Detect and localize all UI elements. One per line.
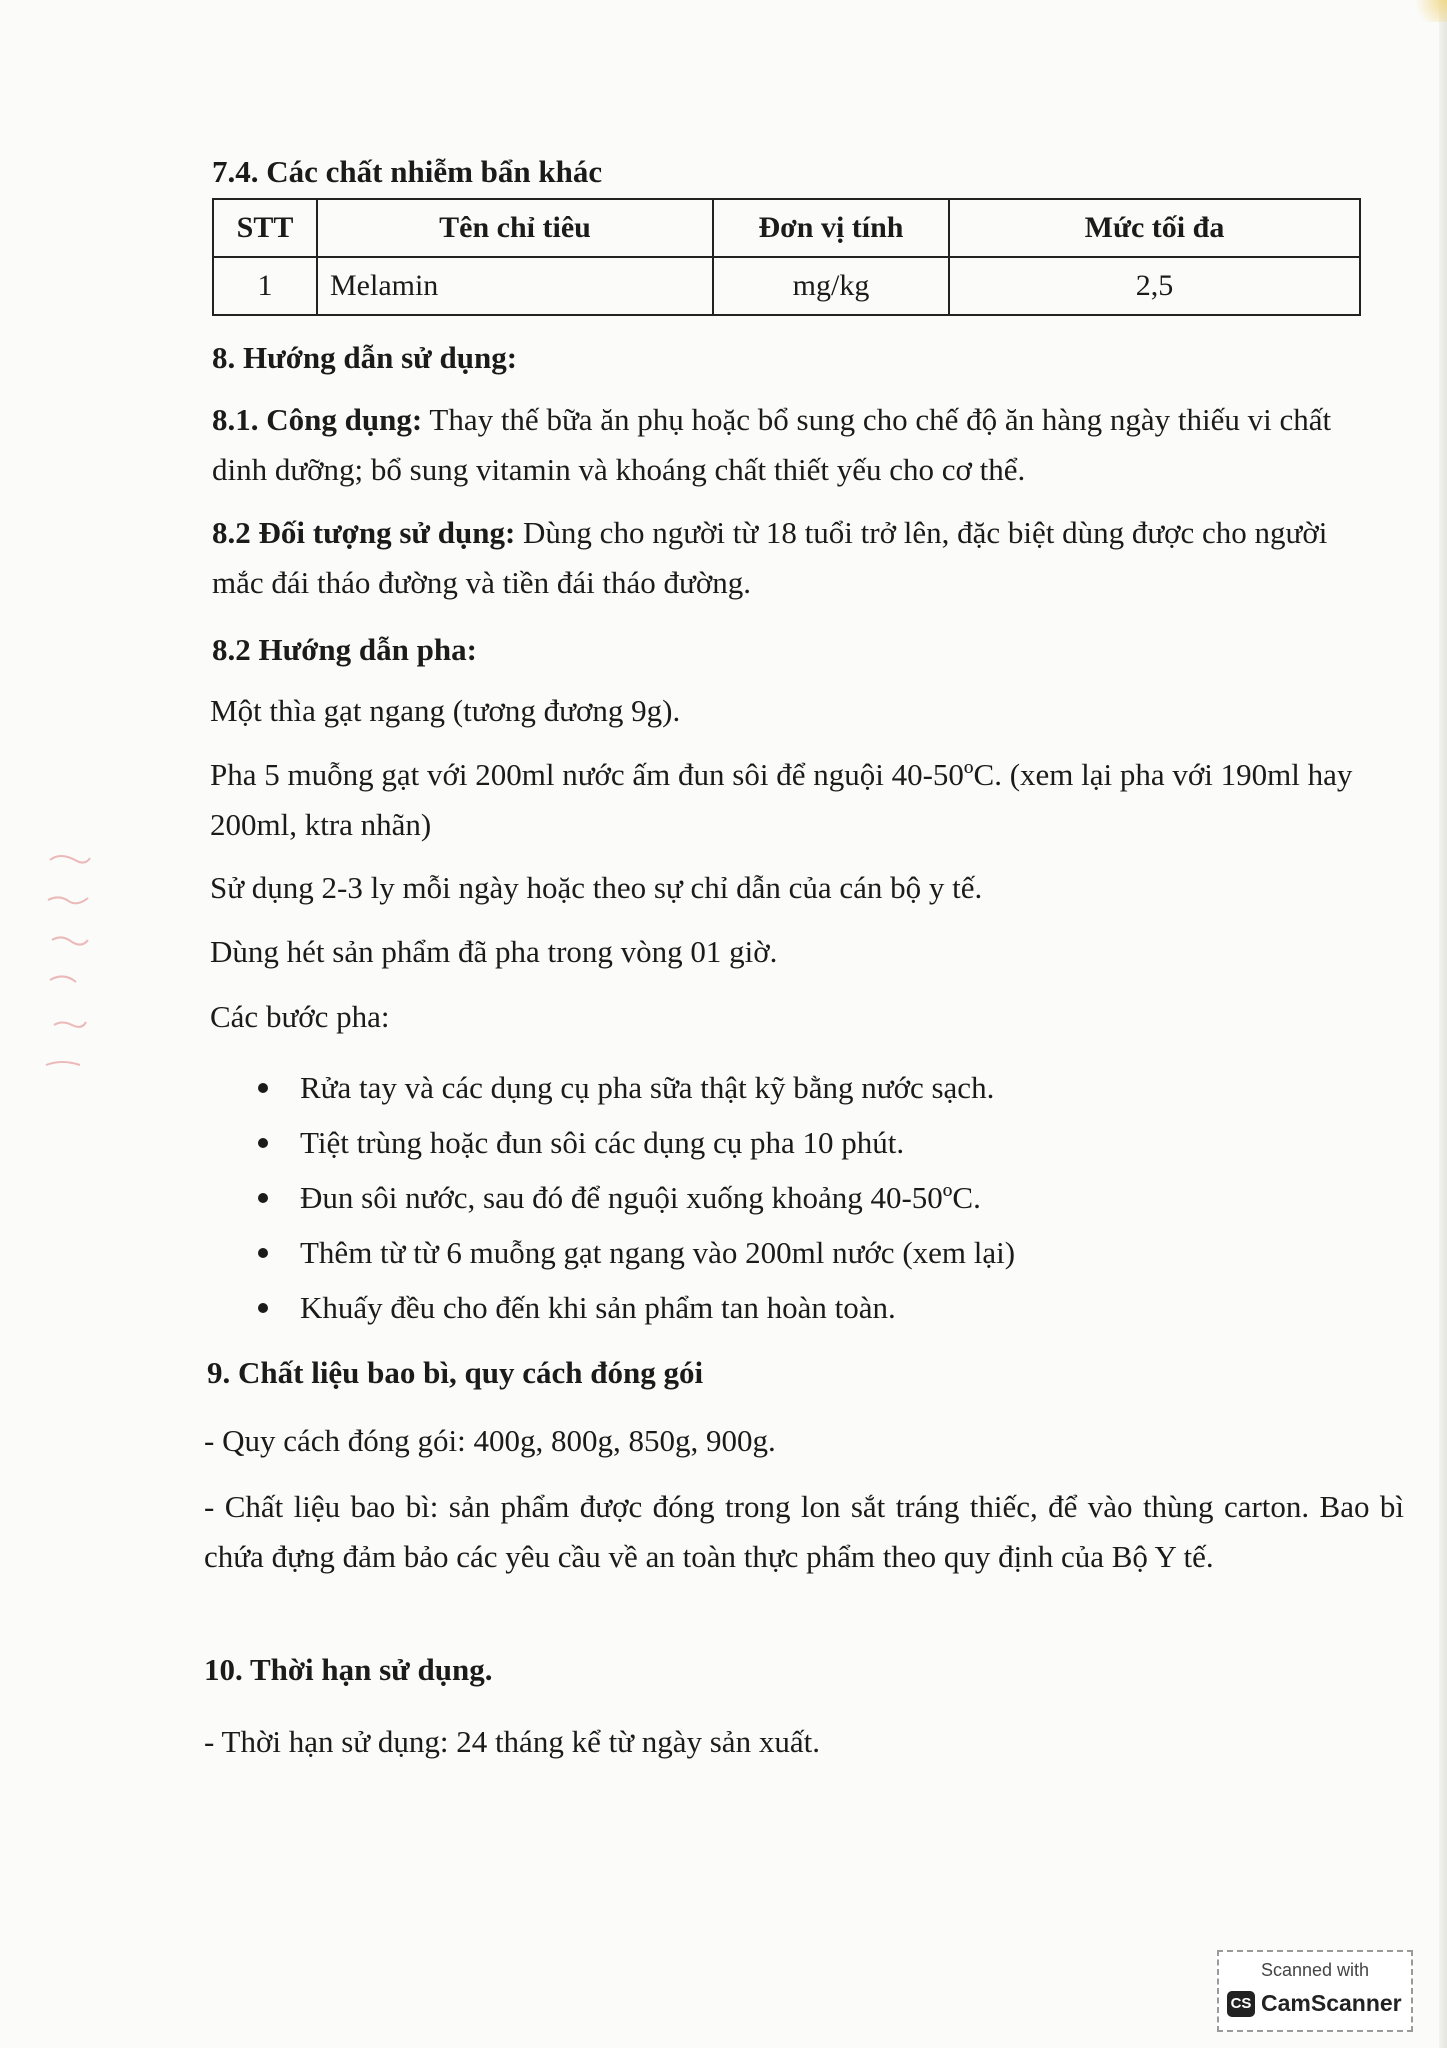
list-item — [255, 1115, 1015, 1170]
list-item — [255, 1170, 1015, 1225]
paragraph-8-1-label: 8.1. Công dụng: — [212, 402, 423, 437]
step-text: Khuấy đều cho đến khi sản phẩm tan hoàn toàn. — [300, 1290, 896, 1325]
packaging-spec: - Quy cách đóng gói: 400g, 800g, 850g, 900g. — [204, 1423, 776, 1458]
camscanner-watermark — [1217, 1950, 1413, 2032]
paragraph-8-1-text: Thay thế bữa ăn phụ hoặc bổ sung cho chế độ ăn hàng ngày thiếu vi chất dinh dưỡng; bổ sung vitamin và khoáng chất thiết yếu cho cơ thể. — [212, 402, 1332, 487]
bullet-icon — [258, 1083, 268, 1093]
instruction-line: Các bước pha: — [210, 999, 390, 1034]
table-header-row — [213, 199, 1360, 257]
paragraph-8-2 — [212, 508, 1372, 608]
section-8-heading: 8. Hướng dẫn sử dụng: — [212, 340, 518, 375]
cell-max: 2,5 — [949, 257, 1360, 315]
packaging-material: - Chất liệu bao bì: sản phẩm được đóng trong lon sắt tráng thiếc, để vào thùng carton. Bao bì chứa đựng đảm bảo các yêu cầu về an toàn thực phẩm theo quy định của Bộ Y tế. — [204, 1489, 1404, 1574]
step-text: Thêm từ từ 6 muỗng gạt ngang vào 200ml nước (xem lại) — [300, 1235, 1016, 1270]
paragraph-8-2-text: Dùng cho người từ 18 tuổi trở lên, đặc biệt dùng được cho người mắc đái tháo đường và tiền đái tháo đường. — [212, 515, 1328, 600]
preparation-steps-list — [255, 1060, 1015, 1335]
list-item — [255, 1280, 1015, 1335]
col-header-max: Mức tối đa — [949, 199, 1360, 257]
page-edge — [1439, 0, 1447, 2048]
bullet-icon — [258, 1248, 268, 1258]
bullet-icon — [258, 1138, 268, 1148]
section-10-heading: 10. Thời hạn sử dụng. — [204, 1652, 493, 1687]
section-7-4-heading: 7.4. Các chất nhiễm bẩn khác — [212, 154, 603, 189]
instruction-line: Một thìa gạt ngang (tương đương 9g). — [210, 693, 681, 728]
instruction-line: Dùng hét sản phẩm đã pha trong vòng 01 giờ. — [210, 934, 778, 969]
step-text: Rửa tay và các dụng cụ pha sữa thật kỹ bằng nước sạch. — [300, 1070, 995, 1105]
camscanner-logo-icon: CS — [1227, 1991, 1255, 2017]
col-header-stt: STT — [213, 199, 317, 257]
watermark-name: CamScanner — [1261, 1990, 1402, 2016]
contaminants-table — [212, 198, 1361, 316]
table-row — [213, 257, 1360, 315]
corner-stain — [1407, 0, 1447, 22]
bullet-icon — [258, 1193, 268, 1203]
section-9-heading: 9. Chất liệu bao bì, quy cách đóng gói — [207, 1355, 704, 1390]
cell-unit: mg/kg — [713, 257, 949, 315]
margin-stamp-fragment — [40, 840, 95, 1080]
list-item — [255, 1225, 1015, 1280]
paragraph-8-1 — [212, 395, 1372, 495]
watermark-top-text: Scanned with — [1260, 1960, 1370, 1980]
col-header-name: Tên chỉ tiêu — [317, 199, 713, 257]
cell-stt: 1 — [213, 257, 317, 315]
section-8-3-heading: 8.2 Hướng dẫn pha: — [212, 632, 477, 667]
step-text: Tiệt trùng hoặc đun sôi các dụng cụ pha 10 phút. — [300, 1125, 905, 1160]
paragraph-8-2-label: 8.2 Đối tượng sử dụng: — [212, 515, 516, 550]
list-item — [255, 1060, 1015, 1115]
cell-name: Melamin — [317, 257, 713, 315]
step-text: Đun sôi nước, sau đó để nguội xuống khoảng 40-50ºC. — [300, 1180, 981, 1215]
instruction-line: Pha 5 muỗng gạt với 200ml nước ấm đun sôi để nguội 40-50ºC. (xem lại pha với 190ml hay 200ml, ktra nhãn) — [210, 757, 1353, 842]
shelf-life-text: - Thời hạn sử dụng: 24 tháng kể từ ngày sản xuất. — [204, 1724, 820, 1759]
bullet-icon — [258, 1303, 268, 1313]
instruction-line: Sử dụng 2-3 ly mỗi ngày hoặc theo sự chỉ dẫn của cán bộ y tế. — [210, 870, 983, 905]
col-header-unit: Đơn vị tính — [713, 199, 949, 257]
